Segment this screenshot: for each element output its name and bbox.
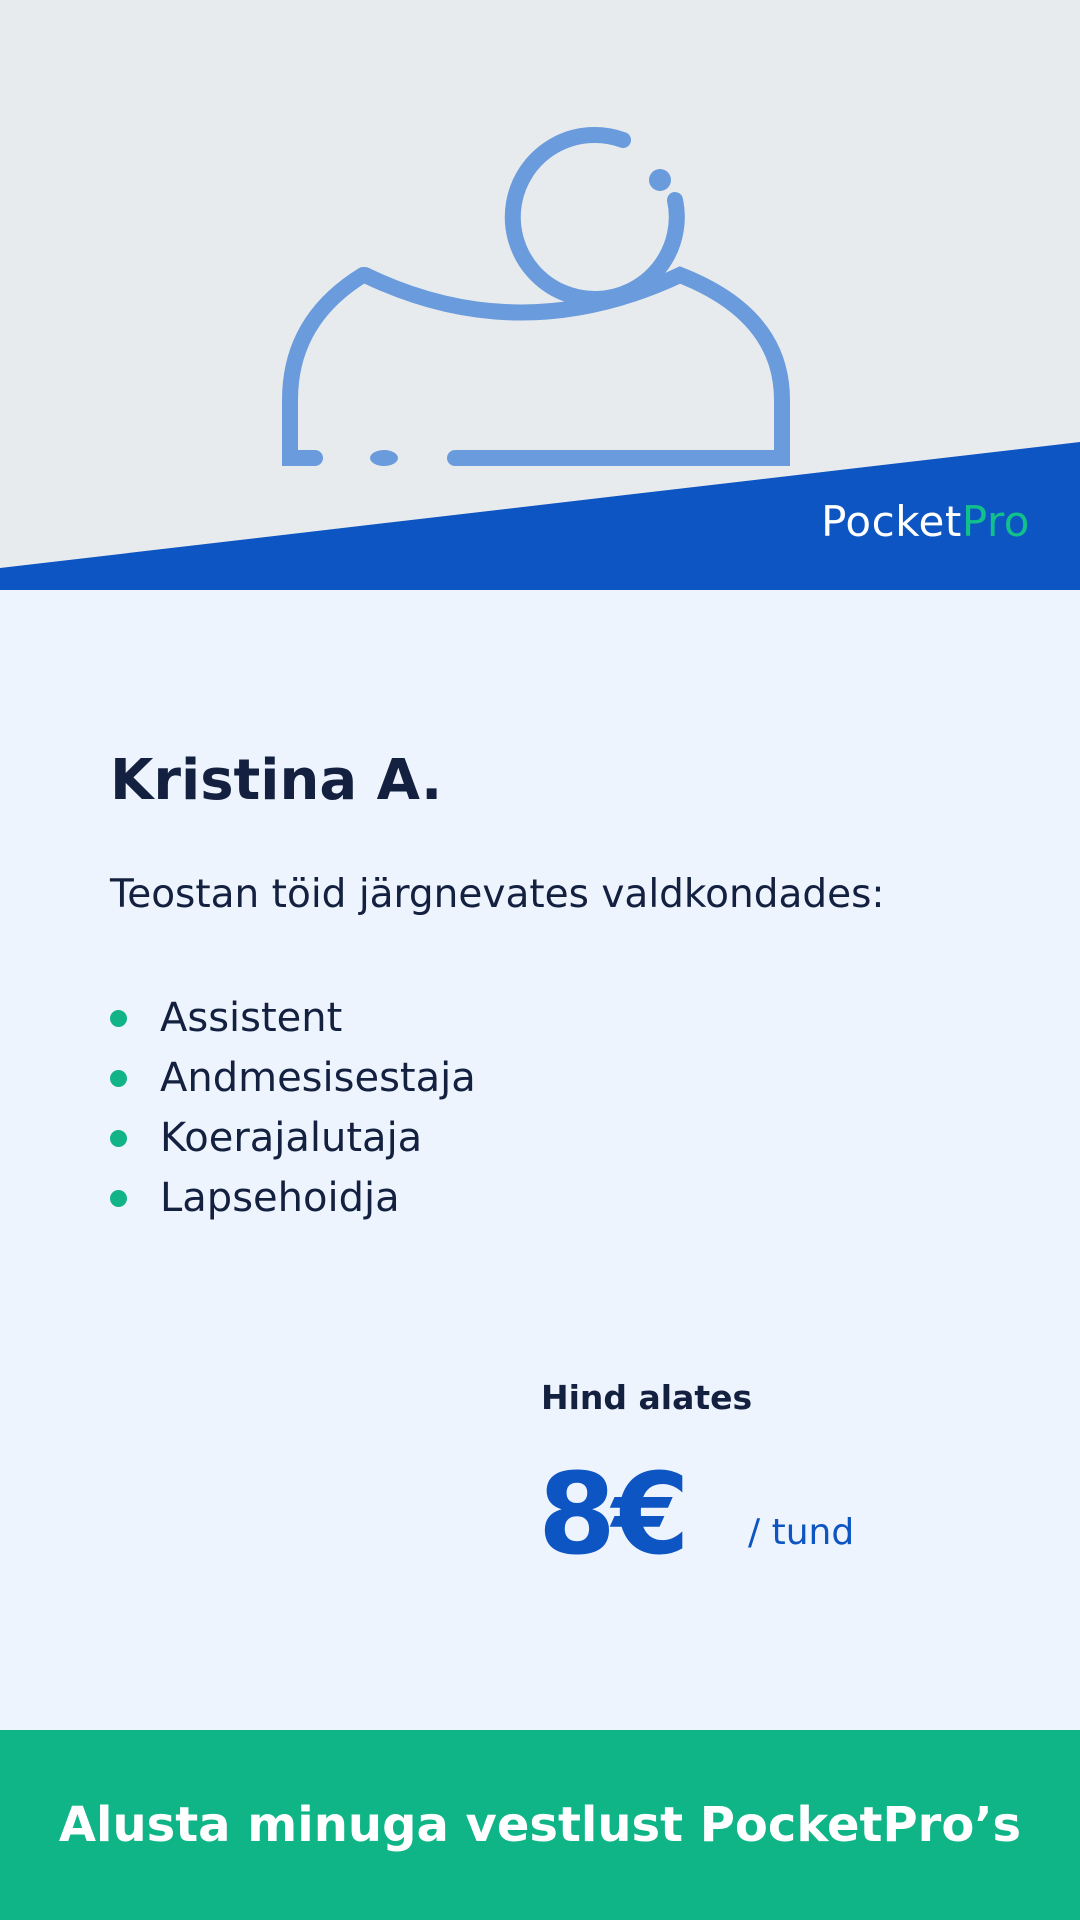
skill-item bbox=[110, 1050, 476, 1110]
hero-banner bbox=[0, 0, 1080, 590]
bullet-dot-icon bbox=[110, 1070, 127, 1087]
start-chat-button[interactable]: Alusta minuga vestlust PocketPro’s bbox=[0, 1730, 1080, 1920]
logo-part-pocket: Pocket bbox=[821, 497, 962, 546]
logo-part-pro: Pro bbox=[961, 497, 1030, 546]
price-label: Hind alates bbox=[541, 1378, 753, 1417]
bullet-dot-icon bbox=[110, 1010, 127, 1027]
skill-label: Andmesisestaja bbox=[160, 1055, 476, 1101]
skill-item bbox=[110, 990, 476, 1050]
price-amount: 8€ bbox=[538, 1450, 686, 1580]
skill-label: Assistent bbox=[160, 995, 343, 1041]
profile-name: Kristina A. bbox=[110, 748, 443, 813]
skills-list bbox=[110, 990, 476, 1230]
skill-item bbox=[110, 1110, 476, 1170]
bullet-dot-icon bbox=[110, 1190, 127, 1207]
pocketpro-logo bbox=[821, 497, 1030, 546]
skill-item bbox=[110, 1170, 476, 1230]
profile-intro: Teostan töid järgnevates valdkondades: bbox=[110, 872, 885, 917]
skill-label: Lapsehoidja bbox=[160, 1175, 400, 1221]
skill-label: Koerajalutaja bbox=[160, 1115, 423, 1161]
price-unit: / tund bbox=[748, 1512, 855, 1553]
bullet-dot-icon bbox=[110, 1130, 127, 1147]
